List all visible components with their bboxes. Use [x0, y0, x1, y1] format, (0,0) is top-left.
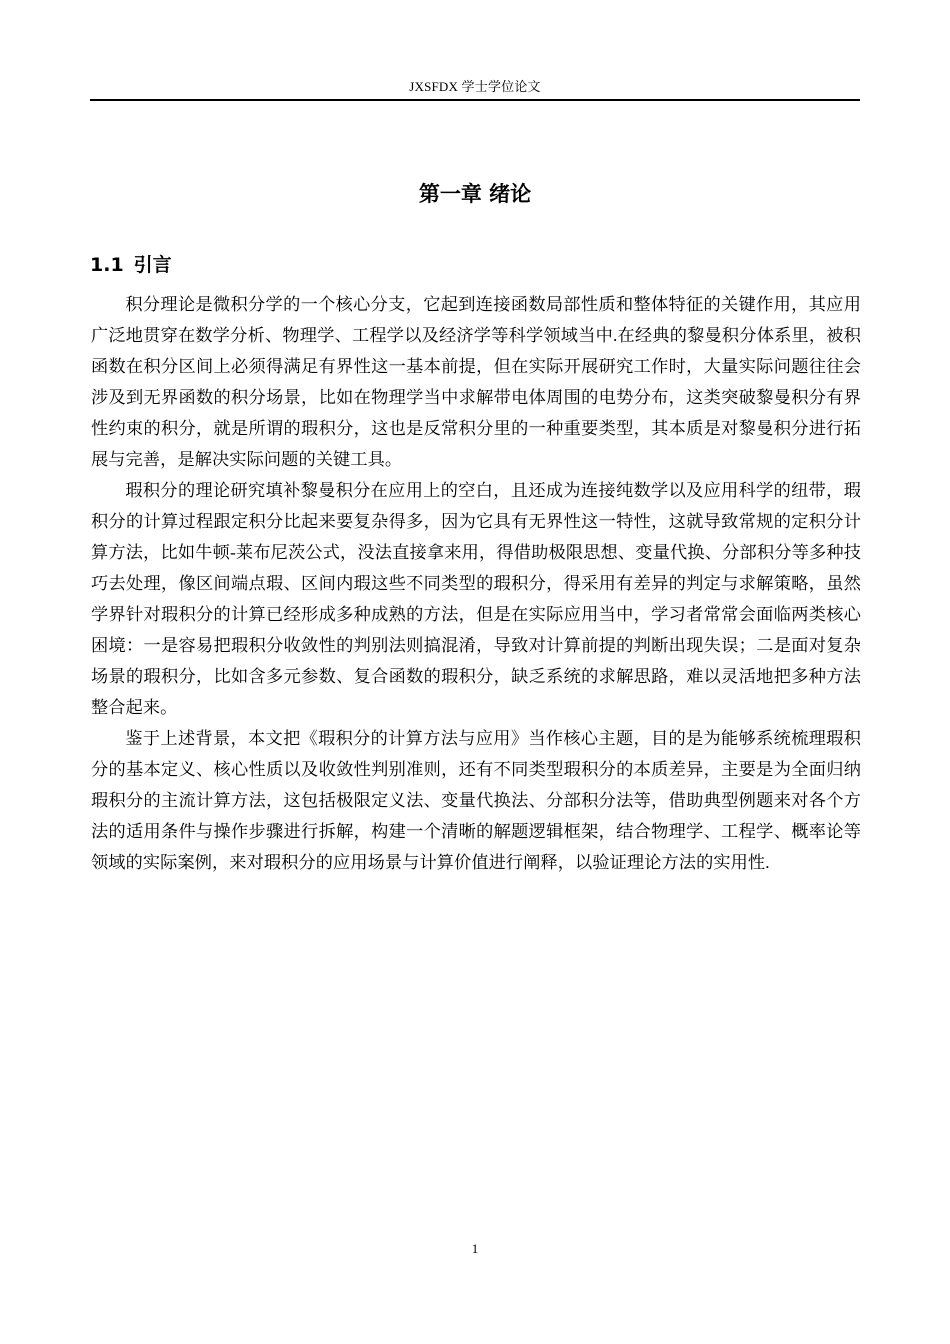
section-title: 引言 — [133, 254, 172, 276]
paragraph: 瑕积分的理论研究填补黎曼积分在应用上的空白，且还成为连接纯数学以及应用科学的纽带，瑕积分的计算过程跟定积分比起来要复杂得多，因为它具有无界性这一特性，这就导致常规的定积分计算方法，比如牛顿-莱布尼茨公式，没法直接拿来用，得借助极限思想、变量代换、分部积分等多种技巧去处理，像区间端点瑕、区间内瑕这些不同类型的瑕积分，得采用有差异的判定与求解策略，虽然学界针对瑕积分的计算已经形成多种成熟的方法，但是在实际应用当中，学习者常常会面临两类核心困境：一是容易把瑕积分收敛性的判别法则搞混淆，导致对计算前提的判断出现失误；二是面对复杂场景的瑕积分，比如含多元参数、复合函数的瑕积分，缺乏系统的求解思路，难以灵活地把多种方法整合起来。 — [91, 481, 861, 717]
chapter-title: 第一章 绪论 — [418, 182, 532, 206]
header-rule — [90, 99, 860, 101]
running-header: JXSFDX 学士学位论文 — [409, 79, 541, 94]
paragraph: 积分理论是微积分学的一个核心分支，它起到连接函数局部性质和整体特征的关键作用，其应用广泛地贯穿在数学分析、物理学、工程学以及经济学等科学领域当中.在经典的黎曼积分体系里，被积函数在积分区间上必须得满足有界性这一基本前提，但在实际开展研究工作时，大量实际问题往往会涉及到无界函数的积分场景，比如在物理学当中求解带电体周围的电势分布，这类突破黎曼积分有界性约束的积分，就是所谓的瑕积分，这也是反常积分里的一种重要类型，其本质是对黎曼积分进行拓展与完善，是解决实际问题的关键工具。 — [91, 295, 861, 469]
section-number: 1.1 — [90, 254, 124, 276]
page-number: 1 — [471, 1241, 479, 1256]
section-heading — [90, 250, 860, 280]
body-text — [91, 289, 861, 878]
paragraph: 鉴于上述背景，本文把《瑕积分的计算方法与应用》当作核心主题，目的是为能够系统梳理瑕积分的基本定义、核心性质以及收敛性判别准则，还有不同类型瑕积分的本质差异，主要是为全面归纳瑕积分的主流计算方法，这包括极限定义法、变量代换法、分部积分法等，借助典型例题来对各个方法的适用条件与操作步骤进行拆解，构建一个清晰的解题逻辑框架，结合物理学、工程学、概率论等领域的实际案例，来对瑕积分的应用场景与计算价值进行阐释，以验证理论方法的实用性. — [91, 729, 861, 872]
